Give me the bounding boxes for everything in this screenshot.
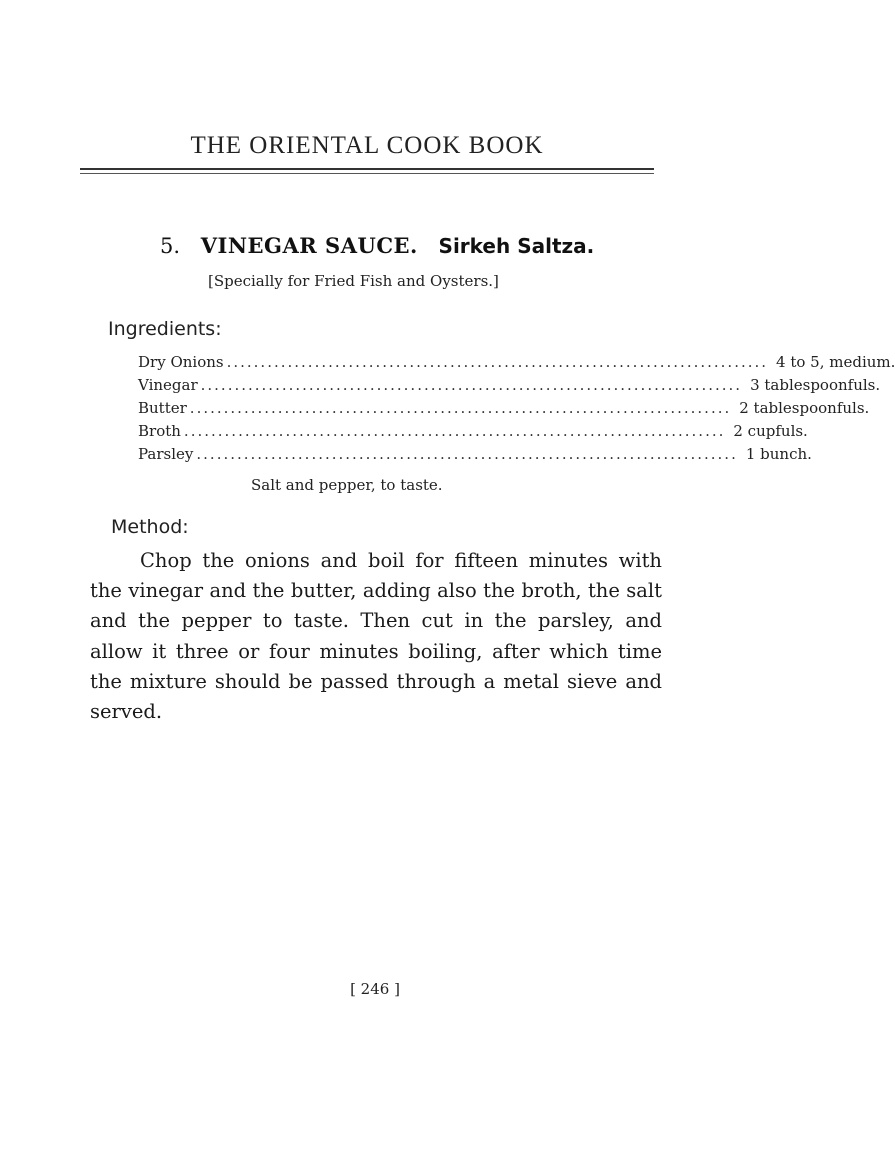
ingredient-row xyxy=(138,353,895,376)
recipe-name: VINEGAR SAUCE. xyxy=(200,233,418,258)
header-rule-thick xyxy=(80,168,654,170)
recipe-note: [Specially for Fried Fish and Oysters.] xyxy=(208,272,499,290)
ingredient-row xyxy=(138,445,812,468)
dot-leader: ................................................................................ xyxy=(200,376,743,394)
ingredient-row xyxy=(138,399,870,422)
ingredient-amount: 1 bunch. xyxy=(745,445,812,463)
method-paragraph: Chop the onions and boil for fifteen minutes with the vinegar and the butter, adding also the broth, the salt and the pepper to taste. Then cut in the parsley, and allow it three or four minutes boiling, after which time the mixture should be passed through a metal sieve and served. xyxy=(90,549,662,724)
page-number: [ 246 ] xyxy=(350,980,400,998)
ingredient-amount: 3 tablespoonfuls. xyxy=(750,376,881,394)
ingredient-list xyxy=(138,353,895,468)
ingredient-amount: 2 cupfuls. xyxy=(733,422,808,440)
dot-leader: ................................................................................ xyxy=(189,399,732,417)
ingredient-row xyxy=(138,376,881,399)
recipe-title xyxy=(160,233,594,258)
dot-leader: ................................................................................ xyxy=(196,445,738,463)
ingredient-name: Dry Onions xyxy=(138,353,224,371)
header-rule-thin xyxy=(80,173,654,174)
recipe-native-name: Sirkeh Saltza. xyxy=(438,234,595,258)
ingredient-name: Broth xyxy=(138,422,181,440)
ingredient-name: Parsley xyxy=(138,445,194,463)
running-head: THE ORIENTAL COOK BOOK xyxy=(190,132,544,159)
ingredient-amount: 2 tablespoonfuls. xyxy=(739,399,870,417)
ingredients-heading: Ingredients: xyxy=(108,318,222,340)
ingredient-amount: 4 to 5, medium. xyxy=(776,353,895,371)
ingredient-name: Vinegar xyxy=(138,376,198,394)
ingredient-name: Butter xyxy=(138,399,187,417)
seasoning-note: Salt and pepper, to taste. xyxy=(251,476,443,494)
dot-leader: ................................................................................ xyxy=(226,353,769,371)
ingredient-row xyxy=(138,422,808,445)
method-heading: Method: xyxy=(111,516,189,538)
recipe-number: 5. xyxy=(160,234,181,258)
dot-leader: ................................................................................ xyxy=(183,422,726,440)
